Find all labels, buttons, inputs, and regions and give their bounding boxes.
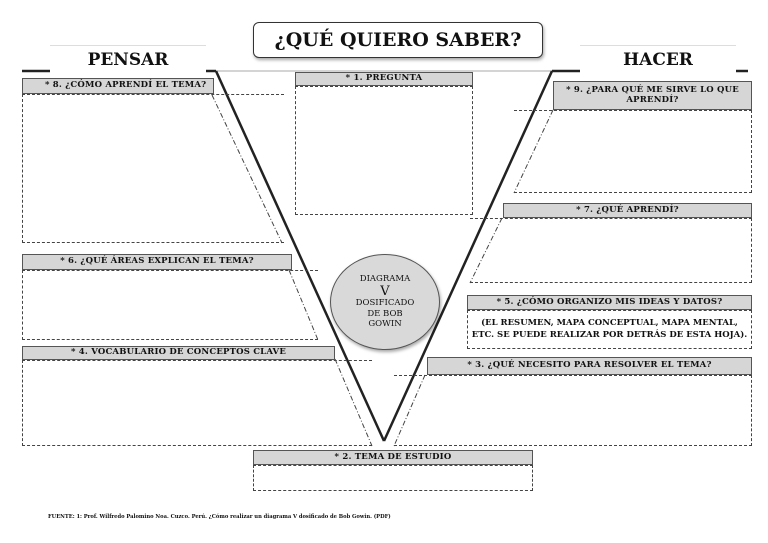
section-8-box[interactable] xyxy=(22,94,284,243)
circle-v-letter: V xyxy=(380,283,390,299)
circle-line-2: DOSIFICADO xyxy=(355,297,415,308)
section-5-header: * 5. ¿CÓMO ORGANIZO MIS IDEAS Y DATOS? xyxy=(467,295,752,310)
section-1-header: * 1. PREGUNTA xyxy=(295,72,473,86)
diagram-v-circle xyxy=(330,254,440,350)
section-3-box[interactable] xyxy=(394,375,752,446)
section-9-box[interactable] xyxy=(514,110,752,193)
circle-line-1: DIAGRAMA xyxy=(359,274,411,285)
section-2-header: * 2. TEMA DE ESTUDIO xyxy=(253,450,533,465)
section-9-header xyxy=(553,81,752,110)
section-6-header: * 6. ¿QUÉ ÁREAS EXPLICAN EL TEMA? xyxy=(22,254,292,270)
section-9-line-2: APRENDÍ? xyxy=(626,94,679,105)
section-5-note-1: (EL RESUMEN, MAPA CONCEPTUAL, MAPA MENTAL, xyxy=(481,318,738,329)
source-footer: FUENTE: 1: Prof. Wilfredo Palomino Noa. Cuzco. Perú. ¿Cómo realizar un diagrama V dosificado de Bob Gowin. (PDF) xyxy=(48,514,391,520)
circle-line-3: DE BOB xyxy=(367,308,403,319)
pensar-header: PENSAR xyxy=(50,45,206,73)
hacer-header: HACER xyxy=(580,45,736,73)
section-6-box[interactable] xyxy=(22,270,318,340)
section-7-header: * 7. ¿QUÉ APRENDÍ? xyxy=(503,203,752,218)
section-5-note-2: ETC. SE PUEDE REALIZAR POR DETRÁS DE ESTA HOJA). xyxy=(471,329,748,340)
page-title: ¿QUÉ QUIERO SABER? xyxy=(253,22,543,58)
section-2-box[interactable] xyxy=(253,465,533,491)
section-7-box[interactable] xyxy=(470,218,752,283)
section-1-box[interactable] xyxy=(295,86,473,215)
section-5-box[interactable] xyxy=(467,310,752,349)
section-9-line-1: * 9. ¿PARA QUÉ ME SIRVE LO QUE xyxy=(566,84,739,95)
circle-line-4: GOWIN xyxy=(368,319,402,330)
section-4-box[interactable] xyxy=(22,360,372,446)
section-3-header: * 3. ¿QUÉ NECESITO PARA RESOLVER EL TEMA? xyxy=(427,357,752,375)
section-4-header: * 4. VOCABULARIO DE CONCEPTOS CLAVE xyxy=(22,346,335,360)
section-8-header: * 8. ¿CÓMO APRENDÍ EL TEMA? xyxy=(22,78,214,94)
